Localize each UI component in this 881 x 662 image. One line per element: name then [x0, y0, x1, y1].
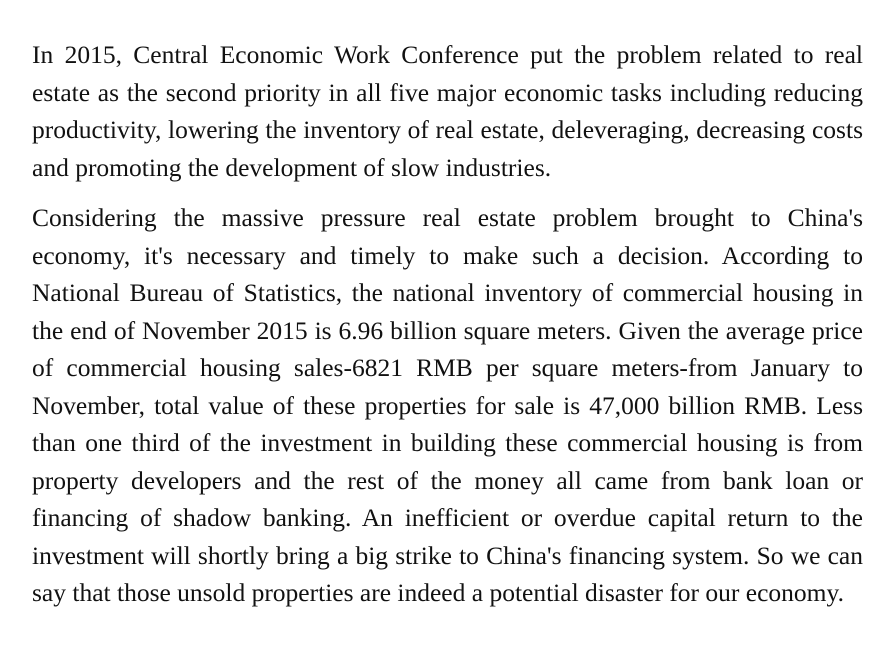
paragraph-inventory-pressure: Considering the massive pressure real estate problem brought to China's economy, it's necessary and timely to make such a decision. According to National Bureau of Statistics, the national inventory of commercial housing in the end of November 2015 is 6.96 billion square meters. Given the average price of commercial housing sales-6821 RMB per square meters-from January to November, total value of these properties for sale is 47,000 billion RMB. Less than one third of the investment in building these commercial housing is from property developers and the rest of the money all came from bank loan or financing of shadow banking. An inefficient or overdue capital return to the investment will shortly bring a big strike to China's financing system. So we can say that those unsold properties are indeed a potential disaster for our economy. [32, 203, 863, 607]
document-body [32, 36, 863, 612]
paragraph-conference-priority: In 2015, Central Economic Work Conference put the problem related to real estate as the second priority in all five major economic tasks including reducing productivity, lowering the inventory of real estate, deleveraging, decreasing costs and promoting the development of slow industries. [32, 40, 863, 182]
